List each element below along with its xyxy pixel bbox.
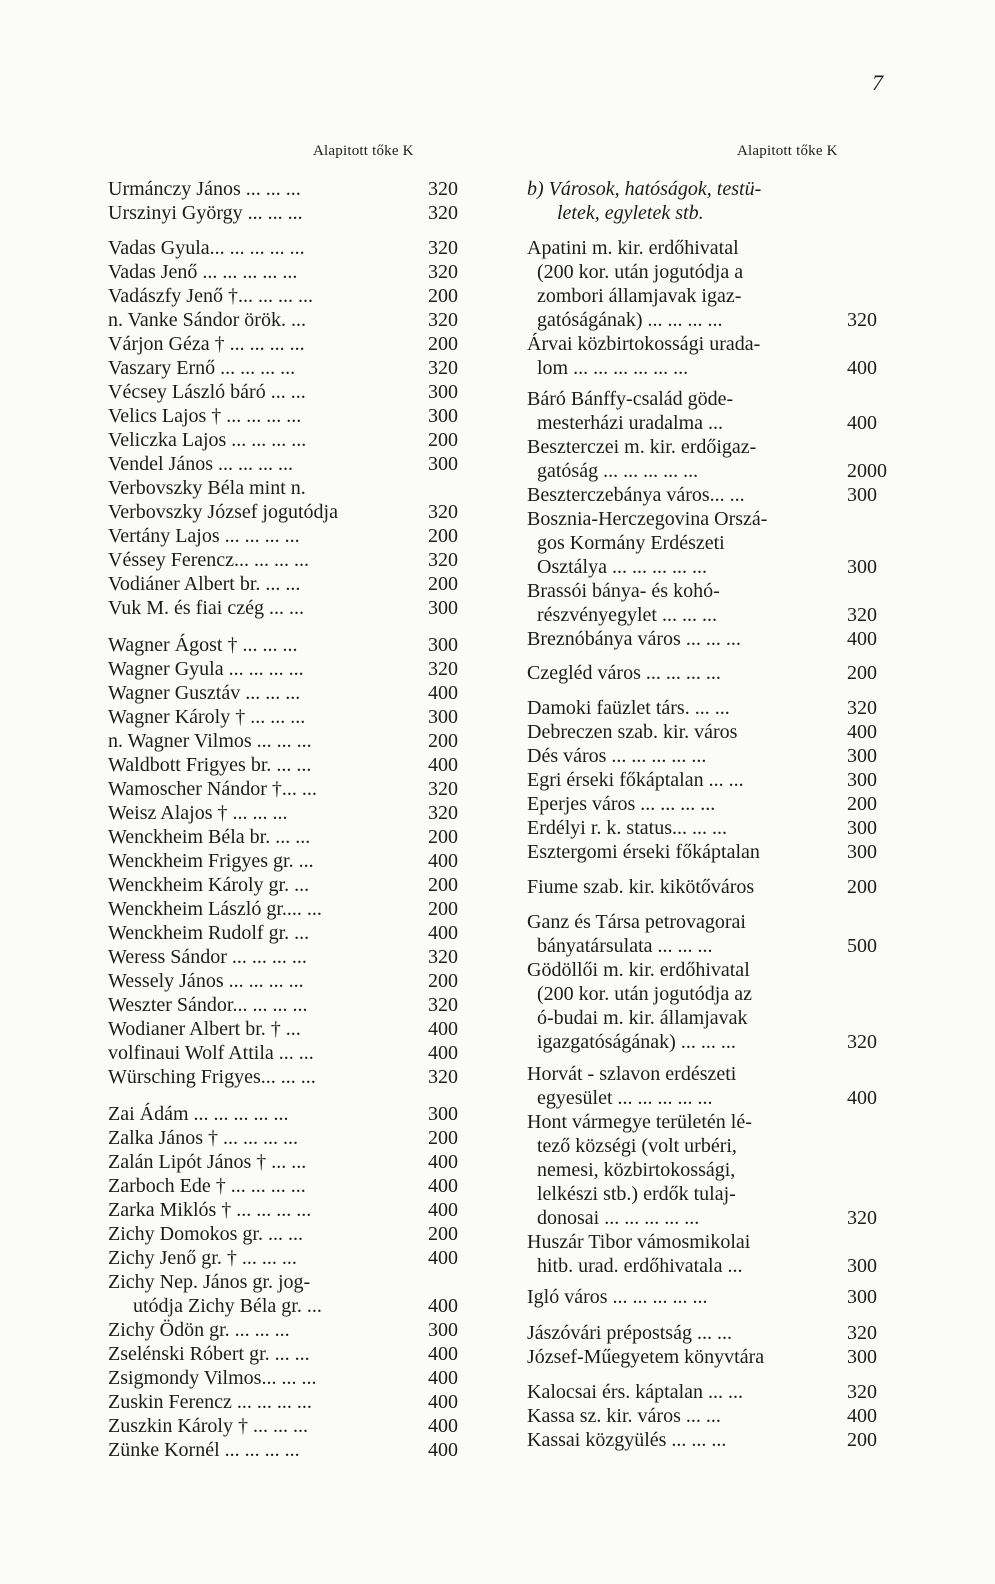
entry-name: Zselénski Róbert gr. ... ... [108, 1343, 310, 1365]
entry-name: Vertány Lajos ... ... ... ... [108, 525, 300, 547]
entry-name: Debreczen szab. kir. város [527, 721, 738, 743]
entry-name: Hont vármegye területén lé- [527, 1111, 752, 1133]
entry-name: Wagner Károly † ... ... ... [108, 706, 306, 728]
entry-name: Wodianer Albert br. † ... [108, 1018, 301, 1040]
entry-name: Zichy Domokos gr. ... ... [108, 1223, 303, 1245]
entry-value: 300 [428, 405, 458, 427]
entry-value: 200 [428, 898, 458, 920]
entry-value: 400 [847, 357, 877, 379]
entry-value: 300 [428, 453, 458, 475]
entry-value: 300 [847, 745, 877, 767]
entry-value: 400 [428, 1415, 458, 1437]
entry-name: mesterházi uradalma ... [527, 412, 724, 434]
entry-value: 320 [847, 1381, 877, 1403]
entry-name: hitb. urad. erdőhivatala ... [527, 1255, 743, 1277]
entry-name: volfinaui Wolf Attila ... ... [108, 1042, 314, 1064]
entry-name: Wagner Gyula ... ... ... ... [108, 658, 304, 680]
entry-name: letek, egyletek stb. [527, 202, 704, 224]
entry-name: Eperjes város ... ... ... ... [527, 793, 716, 815]
entry-value: 200 [428, 730, 458, 752]
entry-name: Zuszkin Károly † ... ... ... [108, 1415, 308, 1437]
entry-name: lom ... ... ... ... ... ... [527, 357, 689, 379]
entry-value: 2000 [847, 460, 887, 482]
entry-value: 200 [428, 525, 458, 547]
entry-name: Kassai közgyülés ... ... ... [527, 1429, 727, 1451]
entry-name: Zsigmondy Vilmos... ... ... [108, 1367, 317, 1389]
entry-name: Vendel János ... ... ... ... [108, 453, 293, 475]
entry-value: 400 [428, 754, 458, 776]
entry-value: 200 [428, 429, 458, 451]
entry-name: Zünke Kornél ... ... ... ... [108, 1439, 300, 1461]
entry-name: tező községi (volt urbéri, [527, 1135, 737, 1157]
entry-name: (200 kor. után jogutódja az [527, 983, 752, 1005]
entry-value: 200 [428, 285, 458, 307]
entry-name: donosai ... ... ... ... ... [527, 1207, 700, 1229]
entry-value: 320 [847, 1322, 877, 1344]
entry-name: Erdélyi r. k. status... ... ... [527, 817, 727, 839]
entry-name: Urszinyi György ... ... ... [108, 202, 303, 224]
entry-value: 400 [428, 922, 458, 944]
entry-name: lelkészi stb.) erdők tulaj- [527, 1183, 736, 1205]
entry-name: Osztálya ... ... ... ... ... [527, 556, 707, 578]
entry-name: gos Kormány Erdészeti [527, 532, 725, 554]
entry-name: Brassói bánya- és kohó- [527, 580, 720, 602]
entry-value: 400 [428, 1042, 458, 1064]
entry-name: Igló város ... ... ... ... ... [527, 1286, 708, 1308]
entry-value: 300 [847, 769, 877, 791]
entry-name: Wagner Gusztáv ... ... ... [108, 682, 301, 704]
entry-value: 200 [847, 1429, 877, 1451]
entry-value: 400 [847, 1405, 877, 1427]
entry-value: 400 [428, 1175, 458, 1197]
entry-name: (200 kor. után jogutódja a [527, 261, 744, 283]
entry-value: 400 [428, 850, 458, 872]
entry-value: 320 [847, 697, 877, 719]
entry-value: 300 [428, 634, 458, 656]
entry-name: utódja Zichy Béla gr. ... [108, 1295, 322, 1317]
entry-value: 200 [428, 874, 458, 896]
entry-name: Zichy Ödön gr. ... ... ... [108, 1319, 290, 1341]
entry-name: Beszterczebánya város... ... [527, 484, 745, 506]
entry-name: Báró Bánffy-család göde- [527, 388, 734, 410]
entry-value: 300 [428, 381, 458, 403]
entry-name: Zuskin Ferencz ... ... ... ... [108, 1391, 312, 1413]
entry-value: 400 [428, 1439, 458, 1461]
entry-name: bányatársulata ... ... ... [527, 935, 713, 957]
entry-name: Vaszary Ernő ... ... ... ... [108, 357, 296, 379]
entry-name: Wenckheim Frigyes gr. ... [108, 850, 314, 872]
entry-value: 400 [428, 1247, 458, 1269]
entry-name: igazgatóságának) ... ... ... [527, 1031, 736, 1053]
entry-value: 320 [847, 604, 877, 626]
entry-value: 200 [847, 793, 877, 815]
entry-value: 200 [847, 876, 877, 898]
entry-name: Wenckheim László gr.... ... [108, 898, 322, 920]
entry-name: zombori államjavak igaz- [527, 285, 742, 307]
entry-name: n. Vanke Sándor örök. ... [108, 309, 306, 331]
entry-value: 400 [428, 1367, 458, 1389]
entry-value: 400 [847, 412, 877, 434]
entry-value: 400 [428, 682, 458, 704]
entry-name: Esztergomi érseki főkáptalan [527, 841, 760, 863]
entry-value: 200 [428, 1127, 458, 1149]
entry-value: 200 [428, 1223, 458, 1245]
entry-name: Vécsey László báró ... ... [108, 381, 306, 403]
column-header-left: Alapitott tőke K [313, 143, 414, 159]
entry-value: 300 [847, 1255, 877, 1277]
entry-name: Apatini m. kir. erdőhivatal [527, 237, 739, 259]
entry-value: 320 [428, 549, 458, 571]
entry-name: ó-budai m. kir. államjavak [527, 1007, 748, 1029]
entry-value: 300 [428, 1319, 458, 1341]
entry-value: 400 [428, 1151, 458, 1173]
page-number: 7 [872, 70, 883, 95]
entry-name: b) Városok, hatóságok, testü- [527, 178, 762, 200]
entry-name: n. Wagner Vilmos ... ... ... [108, 730, 312, 752]
entry-name: Gödöllői m. kir. erdőhivatal [527, 959, 750, 981]
entry-name: Wenckheim Rudolf gr. ... [108, 922, 310, 944]
entry-value: 300 [847, 556, 877, 578]
entry-name: Wenckheim Béla br. ... ... [108, 826, 311, 848]
entry-value: 400 [428, 1343, 458, 1365]
entry-name: Veliczka Lajos ... ... ... ... [108, 429, 307, 451]
entry-name: Dés város ... ... ... ... ... [527, 745, 707, 767]
column-header-right: Alapitott tőke K [737, 143, 838, 159]
entry-name: Wenckheim Károly gr. ... [108, 874, 310, 896]
entry-name: nemesi, közbirtokossági, [527, 1159, 736, 1181]
entry-value: 300 [847, 1286, 877, 1308]
entry-name: Zarboch Ede † ... ... ... ... [108, 1175, 306, 1197]
entry-name: Huszár Tibor vámosmikolai [527, 1231, 751, 1253]
entry-name: Zai Ádám ... ... ... ... ... [108, 1103, 289, 1125]
entry-value: 320 [428, 946, 458, 968]
entry-name: Verbovszky József jogutódja [108, 501, 338, 523]
entry-value: 400 [847, 1087, 877, 1109]
entry-name: Czegléd város ... ... ... ... [527, 662, 721, 684]
entry-value: 200 [428, 826, 458, 848]
entry-name: Breznóbánya város ... ... ... [527, 628, 741, 650]
entry-name: Weszter Sándor... ... ... ... [108, 994, 308, 1016]
entry-name: Vodiáner Albert br. ... ... [108, 573, 301, 595]
entry-value: 320 [428, 658, 458, 680]
entry-value: 300 [428, 706, 458, 728]
entry-name: Beszterczei m. kir. erdőigaz- [527, 436, 757, 458]
entry-name: Árvai közbirtokossági urada- [527, 333, 761, 355]
entry-value: 320 [428, 237, 458, 259]
entry-name: Waldbott Frigyes br. ... ... [108, 754, 312, 776]
entry-name: Vadas Gyula... ... ... ... ... [108, 237, 305, 259]
entry-value: 320 [847, 309, 877, 331]
entry-value: 400 [847, 721, 877, 743]
entry-value: 320 [428, 501, 458, 523]
entry-name: Zichy Nep. János gr. jog- [108, 1271, 311, 1293]
entry-name: gatóságának) ... ... ... ... [527, 309, 723, 331]
entry-value: 200 [847, 662, 877, 684]
entry-name: Ganz és Társa petrovagorai [527, 911, 746, 933]
entry-name: Egri érseki főkáptalan ... ... [527, 769, 744, 791]
entry-value: 320 [428, 202, 458, 224]
entry-value: 300 [428, 1103, 458, 1125]
entry-value: 320 [428, 778, 458, 800]
entry-name: Vadászfy Jenő †... ... ... ... [108, 285, 313, 307]
entry-name: Horvát - szlavon erdészeti [527, 1063, 737, 1085]
entry-name: Várjon Géza † ... ... ... ... [108, 333, 305, 355]
entry-value: 320 [428, 357, 458, 379]
entry-name: Kassa sz. kir. város ... ... [527, 1405, 721, 1427]
entry-name: Wessely János ... ... ... ... [108, 970, 304, 992]
entry-value: 320 [428, 309, 458, 331]
entry-name: Velics Lajos † ... ... ... ... [108, 405, 302, 427]
entry-name: Kalocsai érs. káptalan ... ... [527, 1381, 744, 1403]
entry-name: Zarka Miklós † ... ... ... ... [108, 1199, 312, 1221]
entry-value: 300 [847, 817, 877, 839]
entry-name: Würsching Frigyes... ... ... [108, 1066, 316, 1088]
entry-name: egyesület ... ... ... ... ... [527, 1087, 713, 1109]
entry-value: 320 [428, 802, 458, 824]
entry-value: 400 [428, 1199, 458, 1221]
entry-name: Fiume szab. kir. kikötőváros [527, 876, 755, 898]
entry-value: 200 [428, 573, 458, 595]
entry-name: Zichy Jenő gr. † ... ... ... [108, 1247, 297, 1269]
entry-name: Bosznia-Herczegovina Orszá- [527, 508, 768, 530]
entry-name: Vadas Jenő ... ... ... ... ... [108, 261, 298, 283]
entry-value: 300 [847, 841, 877, 863]
entry-name: Urmánczy János ... ... ... [108, 178, 301, 200]
entry-value: 320 [847, 1207, 877, 1229]
entry-value: 400 [428, 1018, 458, 1040]
entry-name: Wamoscher Nándor †... ... [108, 778, 317, 800]
entry-name: Wagner Ágost † ... ... ... [108, 634, 298, 656]
entry-name: Zalka János † ... ... ... ... [108, 1127, 298, 1149]
entry-value: 320 [428, 994, 458, 1016]
entry-value: 320 [428, 1066, 458, 1088]
entry-name: Vuk M. és fiai czég ... ... [108, 597, 304, 619]
entry-name: Damoki faüzlet társ. ... ... [527, 697, 730, 719]
entry-name: gatóság ... ... ... ... ... [527, 460, 699, 482]
entry-value: 320 [428, 178, 458, 200]
entry-name: Véssey Ferencz... ... ... ... [108, 549, 310, 571]
entry-value: 400 [428, 1295, 458, 1317]
entry-value: 400 [847, 628, 877, 650]
entry-value: 300 [847, 484, 877, 506]
entry-value: 300 [428, 597, 458, 619]
entry-name: Verbovszky Béla mint n. [108, 477, 306, 499]
entry-value: 500 [847, 935, 877, 957]
entry-name: Jászóvári prépostság ... ... [527, 1322, 732, 1344]
entry-value: 200 [428, 333, 458, 355]
entry-name: József-Műegyetem könyvtára [527, 1346, 765, 1368]
entry-name: Weisz Alajos † ... ... ... [108, 802, 288, 824]
entry-name: Zalán Lipót János † ... ... [108, 1151, 307, 1173]
entry-value: 320 [428, 261, 458, 283]
entry-value: 200 [428, 970, 458, 992]
entry-name: részvényegylet ... ... ... [527, 604, 717, 626]
entry-value: 320 [847, 1031, 877, 1053]
entry-value: 300 [847, 1346, 877, 1368]
entry-value: 400 [428, 1391, 458, 1413]
entry-name: Weress Sándor ... ... ... ... [108, 946, 307, 968]
